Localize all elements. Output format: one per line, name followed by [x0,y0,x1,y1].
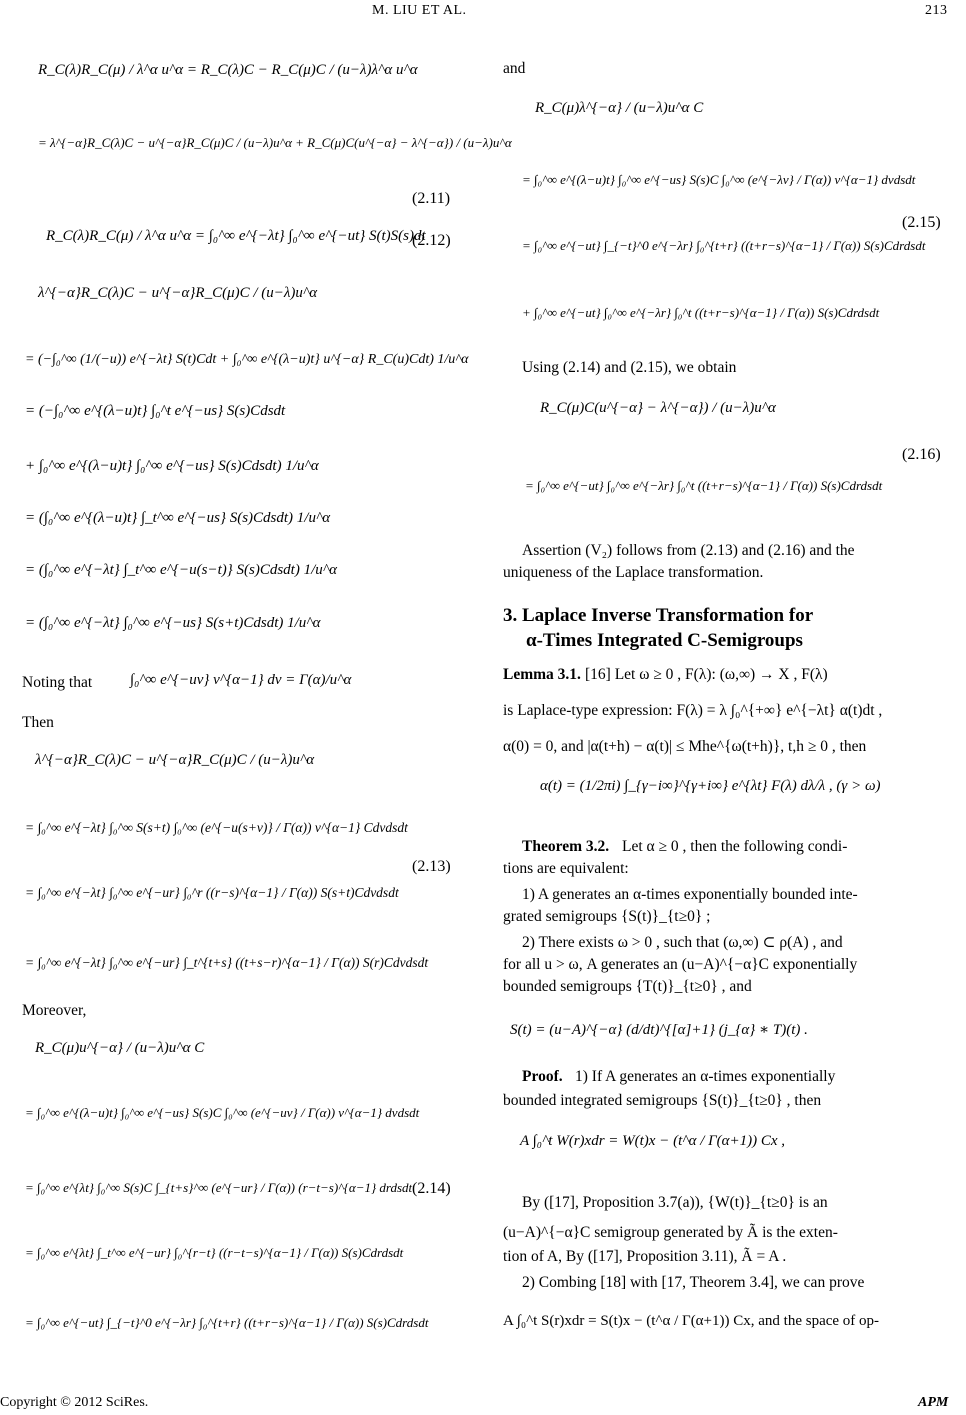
footer-copyright: Copyright © 2012 SciRes. [0,1395,149,1410]
header-author: M. LIU ET AL. [372,3,467,18]
eq-2-13-line-2: = ∫₀^∞ e^{−λt} ∫₀^∞ S(s+t) ∫₀^∞ (e^{−u(s+v)} / Γ(α)) v^{α−1} Cdvdsdt [25,820,408,835]
eq-2-15-line-3: = ∫₀^∞ e^{−ut} ∫_{−t}^0 e^{−λr} ∫₀^{t+r} ((t+r−s)^{α−1} / Γ(α)) S(s)Cdrdsdt [522,238,926,253]
eq-2-15-line-1: R_C(μ)λ^{−α} / (u−λ)u^α C [535,100,704,116]
proof-label: Proof. [522,1068,563,1085]
theorem-label: Theorem 3.2. [522,838,610,855]
eq-2-11-label: (2.11) [412,190,451,207]
proof-line-5: (u−A)^{−α}C semigroup generated by Ã is the exten- [503,1224,838,1241]
section-title-line-1: 3. Laplace Inverse Transformation for [503,605,814,626]
eq-2-14-label: (2.14) [412,1180,451,1197]
lemma-label: Lemma 3.1. [503,666,581,683]
eq-2-13-label: (2.13) [412,858,451,875]
eq-2-15-line-4: + ∫₀^∞ e^{−ut} ∫₀^∞ e^{−λr} ∫₀^t ((t+r−s)^{α−1} / Γ(α)) S(s)Cdrdsdt [522,305,880,320]
moreover-text: Moreover, [22,1002,87,1019]
eq-2-14-line-5: = ∫₀^∞ e^{−ut} ∫_{−t}^0 e^{−λr} ∫₀^{t+r} ((t+r−s)^{α−1} / Γ(α)) S(s)Cdrdsdt [25,1315,429,1330]
proof-line-1: 1) If A generates an α-times exponentially [575,1068,836,1085]
eq-2-13-line-1: λ^{−α}R_C(λ)C − u^{−α}R_C(μ)C / (u−λ)u^α [35,752,315,768]
eq-a-line-4: + ∫₀^∞ e^{(λ−u)t} ∫₀^∞ e^{−us} S(s)Cdsdt) 1/u^α [25,458,319,474]
theorem-line-8: S(t) = (u−A)^{−α} (d/dt)^{[α]+1} (j_{α} ∗ T)(t) . [510,1022,808,1038]
eq-2-14-line-4: = ∫₀^∞ e^{λt} ∫_t^∞ e^{−ur} ∫₀^{r−t} ((r−t−s)^{α−1} / Γ(α)) S(s)Cdrdsdt [25,1245,404,1260]
eq-2-14-line-2: = ∫₀^∞ e^{(λ−u)t} ∫₀^∞ e^{−us} S(s)C ∫₀^∞ (e^{−uv} / Γ(α)) v^{α−1} dvdsdt [25,1105,420,1120]
lemma-line-2: is Laplace-type expression: F(λ) = λ ∫₀^{+∞} e^{−λt} α(t)dt , [503,702,883,719]
proof-line-6: tion of A, By ([17], Proposition 3.11), Ã = A . [503,1248,787,1265]
theorem-line-3: 1) A generates an α-times exponentially bounded inte- [522,886,858,903]
eq-2-16-line-2: = ∫₀^∞ e^{−ut} ∫₀^∞ e^{−λr} ∫₀^t ((t+r−s)^{α−1} / Γ(α)) S(s)Cdrdsdt [525,478,883,493]
theorem-line-6: for all u > ω, A generates an (u−A)^{−α}C exponentially [503,956,858,973]
eq-2-11-line-1: R_C(λ)R_C(μ) / λ^α u^α = R_C(λ)C − R_C(μ)C / (u−λ)λ^α u^α [38,62,418,78]
footer-journal: APM [918,1395,949,1410]
header-page-number: 213 [925,3,948,18]
eq-2-13-line-3: = ∫₀^∞ e^{−λt} ∫₀^∞ e^{−ur} ∫₀^r ((r−s)^{α−1} / Γ(α)) S(s+t)Cdvdsdt [25,885,399,900]
and-text: and [503,60,526,77]
proof-line-7: 2) Combing [18] with [17, Theorem 3.4], we can prove [522,1274,865,1291]
eq-a-line-2: = (−∫₀^∞ (1/(−u)) e^{−λt} S(t)Cdt + ∫₀^∞ e^{(λ−u)t} u^{−α} R_C(u)Cdt) 1/u^α [25,352,469,367]
proof-line-4: By ([17], Proposition 3.7(a)), {W(t)}_{t≥0} is an [522,1194,828,1211]
eq-2-12-line: R_C(λ)R_C(μ) / λ^α u^α = ∫₀^∞ e^{−λt} ∫₀^∞ e^{−ut} S(t)S(s)dt [46,228,426,244]
then-text: Then [22,714,54,731]
theorem-line-7: bounded semigroups {T(t)}_{t≥0} , and [503,978,752,995]
lemma-line-3: α(0) = 0, and |α(t+h) − α(t)| ≤ Mhe^{ω(t+h)}, t,h ≥ 0 , then [503,738,867,755]
eq-2-14-line-1: R_C(μ)u^{−α} / (u−λ)u^α C [35,1040,205,1056]
proof-line-3: A ∫₀^t W(r)xdr = W(t)x − (t^α / Γ(α+1)) Cx , [520,1133,786,1149]
eq-2-16-label: (2.16) [902,446,941,463]
eq-2-15-label: (2.15) [902,214,941,231]
theorem-line-5: 2) There exists ω > 0 , such that (ω,∞) ⊂ ρ(A) , and [522,934,843,951]
assertion-line-1: Assertion (V₂) follows from (2.13) and (2.16) and the [522,542,855,559]
theorem-line-2: tions are equivalent: [503,860,629,877]
running-header [372,3,467,19]
eq-a-line-6: = (∫₀^∞ e^{−λt} ∫_t^∞ e^{−u(s−t)} S(s)Cdsdt) 1/u^α [25,562,337,578]
theorem-line-1: Let α ≥ 0 , then the following condi- [622,838,848,855]
noting-text: Noting that [22,674,93,691]
eq-2-11-line-2: = λ^{−α}R_C(λ)C − u^{−α}R_C(μ)C / (u−λ)u^α + R_C(μ)C(u^{−α} − λ^{−α}) / (u−λ)u^α [38,135,512,150]
eq-2-13-line-4: = ∫₀^∞ e^{−λt} ∫₀^∞ e^{−ur} ∫_t^{t+s} ((t+s−r)^{α−1} / Γ(α)) S(r)Cdvdsdt [25,955,429,970]
eq-2-15-line-2: = ∫₀^∞ e^{(λ−u)t} ∫₀^∞ e^{−us} S(s)C ∫₀^∞ (e^{−λv} / Γ(α)) v^{α−1} dvdsdt [522,172,916,187]
section-title-line-2: α-Times Integrated C-Semigroups [526,630,803,651]
eq-2-16-line-1: R_C(μ)C(u^{−α} − λ^{−α}) / (u−λ)u^α [540,400,776,416]
using-text: Using (2.14) and (2.15), we obtain [522,359,737,376]
eq-a-line-1: λ^{−α}R_C(λ)C − u^{−α}R_C(μ)C / (u−λ)u^α [38,285,318,301]
eq-a-line-3: = (−∫₀^∞ e^{(λ−u)t} ∫₀^t e^{−us} S(s)Cdsdt [25,403,286,419]
eq-a-line-7: = (∫₀^∞ e^{−λt} ∫₀^∞ e^{−us} S(s+t)Cdsdt) 1/u^α [25,615,321,631]
assertion-line-2: uniqueness of the Laplace transformation. [503,564,764,581]
theorem-line-4: grated semigroups {S(t)}_{t≥0} ; [503,908,711,925]
eq-2-14-line-3: = ∫₀^∞ e^{λt} ∫₀^∞ S(s)C ∫_{t+s}^∞ (e^{−ur} / Γ(α)) (r−t−s)^{α−1} drdsdt [25,1180,413,1195]
eq-a-line-5: = (∫₀^∞ e^{(λ−u)t} ∫_t^∞ e^{−us} S(s)Cdsdt) 1/u^α [25,510,331,526]
proof-line-8: A ∫₀^t S(r)xdr = S(t)x − (t^α / Γ(α+1)) Cx, and the space of op- [503,1313,880,1329]
lemma-line-4: α(t) = (1/2πi) ∫_{γ−i∞}^{γ+i∞} e^{λt} F(λ) dλ/λ , (γ > ω) [540,778,881,794]
eq-2-12-label: (2.12) [412,232,451,249]
lemma-line-1: [16] Let ω ≥ 0 , F(λ): (ω,∞) → X , F(λ) [585,666,828,683]
proof-line-2: bounded integrated semigroups {S(t)}_{t≥0} , then [503,1092,822,1109]
noting-formula: ∫₀^∞ e^{−uv} v^{α−1} dv = Γ(α)/u^α [130,672,352,688]
